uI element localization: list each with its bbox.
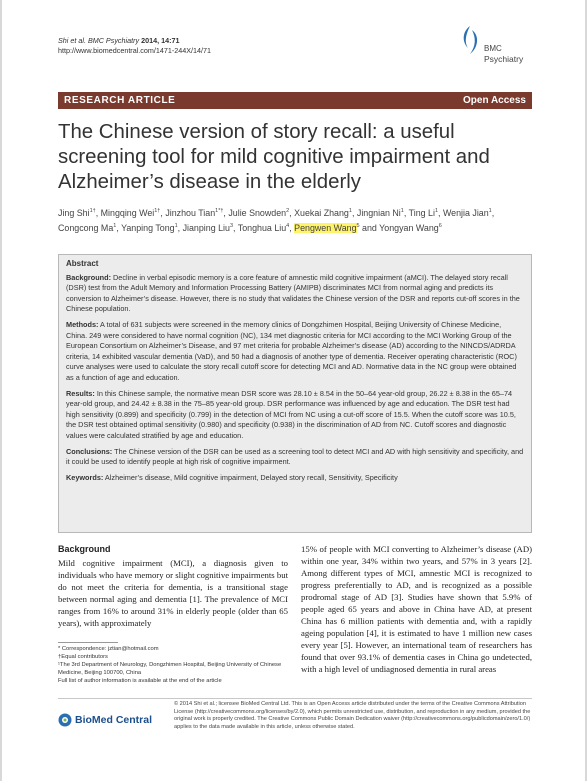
article-type: RESEARCH ARTICLE: [64, 95, 176, 106]
logo-line1: BMC: [484, 44, 502, 53]
abstract-section: [66, 473, 524, 484]
abstract-section: [66, 273, 524, 315]
author-name: Congcong Ma: [58, 222, 114, 233]
abstract-section-label: Keywords:: [66, 472, 104, 482]
author[interactable]: [228, 208, 289, 218]
abstract-sections: [66, 273, 524, 484]
citation-header: [58, 36, 211, 56]
author[interactable]: [294, 208, 352, 218]
footnotes: [58, 645, 290, 685]
citation-journal: Shi et al. BMC Psychiatry: [58, 36, 140, 45]
publisher-name: BioMed Central: [75, 714, 153, 726]
section-heading-background: Background: [58, 544, 111, 554]
author-affiliation-mark: 1†: [154, 208, 161, 214]
body-paragraph-left: Mild cognitive impairment (MCI), a diagnosis given to individuals who have memory or slight cognitive impairments but do not meet the criteria for dementia, is a transitional stage between normal aging and dementia [1]. The prevalence of MCI ranges from 16% to around 31% in elderly people (older than 65 years), with approximately: [58, 558, 288, 628]
author[interactable]: [121, 223, 178, 233]
author-affiliation-mark: 1: [400, 208, 404, 214]
author[interactable]: [58, 223, 116, 233]
author[interactable]: [58, 208, 96, 218]
author[interactable]: [362, 223, 442, 233]
publisher-logo-icon: [58, 713, 72, 727]
footnote-correspondence[interactable]: * Correspondence: jztian@hotmail.com: [58, 646, 159, 652]
author-name: Ting Li: [408, 207, 435, 218]
open-access-label: Open Access: [463, 95, 526, 106]
abstract-section-text: Decline in verbal episodic memory is a core feature of amnestic mild cognitive impairment (aMCI). The delayed story recall (DSR) test from the Adult Memory and Information Processing Battery (AMIPB) discriminates MCI from normal aging and predicts its conversion to Alzheimer’s disease. However, there is no study that validates the Chinese version of the DSR and reports cut-off scores in the Chinese population.: [66, 272, 520, 314]
citation-volume: 2014, 14:71: [139, 36, 180, 45]
author-name: Julie Snowden: [228, 207, 287, 218]
body-paragraph-right: 15% of people with MCI converting to Alzheimer’s disease (AD) within one year, 34% within two years, and 57% in 3 years [2]. Among different types of MCI, amnestic MCI is recognized to progress preferentially to AD, and is recognized as a possible prodromal stage of AD [3]. Studies have shown that 5.9% of people aged 65 years and above in China have AD, at present China has 6 million patients with dementia and, with a rapidly ageing population [4], it is estimated to have 1 million new cases every year [5]. However, an international team of researchers has found that over 93.1% of dementia cases in China go undetected, with a high level of undiagnosed dementia in rural areas: [301, 544, 532, 674]
footnote-equal: †Equal contributors: [58, 654, 108, 660]
abstract-section-label: Background:: [66, 272, 111, 282]
author-affiliation-mark: 1: [174, 222, 178, 229]
author-affiliation-mark: 2: [286, 208, 290, 214]
author-name: Jianping Liu: [182, 222, 230, 233]
author[interactable]: [443, 208, 492, 218]
author[interactable]: [165, 208, 223, 218]
article-url[interactable]: http://www.biomedcentral.com/1471-244X/14/71: [58, 46, 212, 55]
abstract-section-text: The Chinese version of the DSR can be used as a screening tool to detect MCI and AD with high sensitivity and specificity, and it could be used to identify people at high risk of cognitive impairment.: [66, 446, 524, 467]
abstract-section-text: Alzheimer’s disease, Mild cognitive impairment, Delayed story recall, Sensitivity, Specificity: [103, 472, 398, 482]
abstract-section: [66, 320, 524, 384]
author-affiliation-mark: 6: [438, 222, 442, 229]
abstract-section-label: Methods:: [66, 319, 99, 329]
article-type-banner: [58, 92, 532, 109]
author[interactable]: [183, 223, 233, 233]
abstract-section-label: Results:: [66, 388, 95, 398]
author-name: Yanping Tong: [121, 222, 175, 233]
author-list: Jing Shi$^{1\dagger}$, Mingqing Wei$^{1\dagger}$, Jinzhou Tian$^{1*\dagger}$, Julie Snowden$^2$, Xuekai Zhang$^1$, Jingnian Ni$^1$, Ting Li$^1$, Wenjia Jian$^1$, Congcong Ma$^1$, Yanping Tong$^1$, Jianping Liu$^3$, Tonghua Liu$^4$, Pengwen Wang$^5$ and Yongyan Wang$^6$: [58, 207, 495, 233]
author[interactable]: [238, 223, 289, 233]
footer-divider: [58, 698, 532, 699]
logo-line2: Psychiatry: [484, 54, 524, 64]
author-name: Pengwen Wang: [294, 222, 357, 233]
author[interactable]: [357, 208, 404, 218]
author-name: Jing Shi: [58, 207, 90, 218]
journal-logo[interactable]: [458, 22, 530, 70]
author-name: Mingqing Wei: [100, 207, 155, 218]
footnote-affiliation: ¹The 3rd Department of Neurology, Dongzhimen Hospital, Beijing University of Chinese Medicine, Beijing 100700, China: [58, 662, 282, 676]
author-name: Xuekai Zhang: [294, 207, 349, 218]
author-conjunction: and: [362, 222, 380, 233]
author-affiliation-mark: 4: [286, 222, 290, 229]
author-affiliation-mark: 5: [356, 222, 360, 229]
abstract-box: [58, 254, 532, 533]
abstract-section: [66, 447, 524, 468]
footnote-divider: [58, 642, 118, 643]
author-affiliation-mark: 1: [348, 208, 352, 214]
author-name: Tonghua Liu: [237, 222, 287, 233]
author-affiliation-mark: 1*†: [215, 208, 224, 214]
author-affiliation-mark: 1: [434, 208, 439, 214]
license-text: © 2014 Shi et al.; licensee BioMed Central Ltd. This is an Open Access article distributed under the terms of the Creative Commons Attribution License (http://creativecommons.org/licenses/by/2.0), which permits unrestricted use, distribution, and reproduction in any medium, provided the original work is properly credited. The Creative Commons Public Domain Dedication waiver (http://creativecommons.org/publicdomain/zero/1.0/) applies to the data made available in this article, unless otherwise stated.: [174, 701, 531, 731]
abstract-section: [66, 389, 524, 442]
author[interactable]: [409, 208, 438, 218]
article-title: The Chinese version of story recall: a useful screening tool for mild cognitive impairment and Alzheimer’s disease in the elderly: [58, 121, 490, 193]
author-name: Yongyan Wang: [379, 222, 439, 233]
author[interactable]: [101, 208, 161, 218]
author-affiliation-mark: 1†: [89, 208, 96, 214]
publisher-logo[interactable]: [58, 711, 168, 729]
body-column-left: [58, 543, 288, 629]
author-name: Jingnian Ni: [356, 207, 401, 218]
author[interactable]: [294, 223, 359, 233]
abstract-heading: Abstract: [66, 259, 99, 268]
abstract-section-text: In this Chinese sample, the normative mean DSR score was 28.10 ± 8.54 in the 50–64 year-old group, 26.22 ± 8.38 in the 65–74 year-old group, and 24.42 ± 8.38 in the 75–85 year-old group. DSR performance was influenced by age and education. The DSR test had high sensitivity (0.899) and specificity (0.799) in the detection of MCI from NC using a cut-off score of 15.5. When the cutoff score was 10.5, the DSR test obtained optimal sensitivity (0.980) and specificity (0.938) in the discrimination of AD from NC. Cutoff scores and diagnostic values were calculated stratified by age and education.: [66, 388, 516, 440]
journal-logo-icon: [458, 24, 482, 60]
author-name: Wenjia Jian: [442, 207, 489, 218]
footnote-more: Full list of author information is available at the end of the article: [58, 678, 222, 684]
author-name: Jinzhou Tian: [165, 207, 216, 218]
abstract-section-text: A total of 631 subjects were screened in the memory clinics of Dongzhimen Hospital, Beijing University of Chinese Medicine, China. 249 were considered to have normal cognition (NC), 134 met diagnostic criteria for MCI according to the MCI Working Group of the European Consortium on Alzheimer’s Disease, and 97 met criteria for probable Alzheimer’s disease (AD) according to the NINCDS/ADRDA criteria, 14 exhibited vascular dementia (VaD), and 50 had a diagnosis of another type of dementia. Receiver operating characteristic (ROC) curve analyses were used to calculate the story recall cutoff score for detecting MCI and AD. Normative data in the NC group were obtained as a function of age and education.: [66, 319, 517, 382]
author-affiliation-mark: 1: [488, 208, 492, 214]
abstract-section-label: Conclusions:: [66, 446, 113, 456]
author-affiliation-mark: 3: [229, 222, 234, 229]
body-column-right: [301, 543, 532, 675]
author-affiliation-mark: 1: [113, 222, 117, 229]
